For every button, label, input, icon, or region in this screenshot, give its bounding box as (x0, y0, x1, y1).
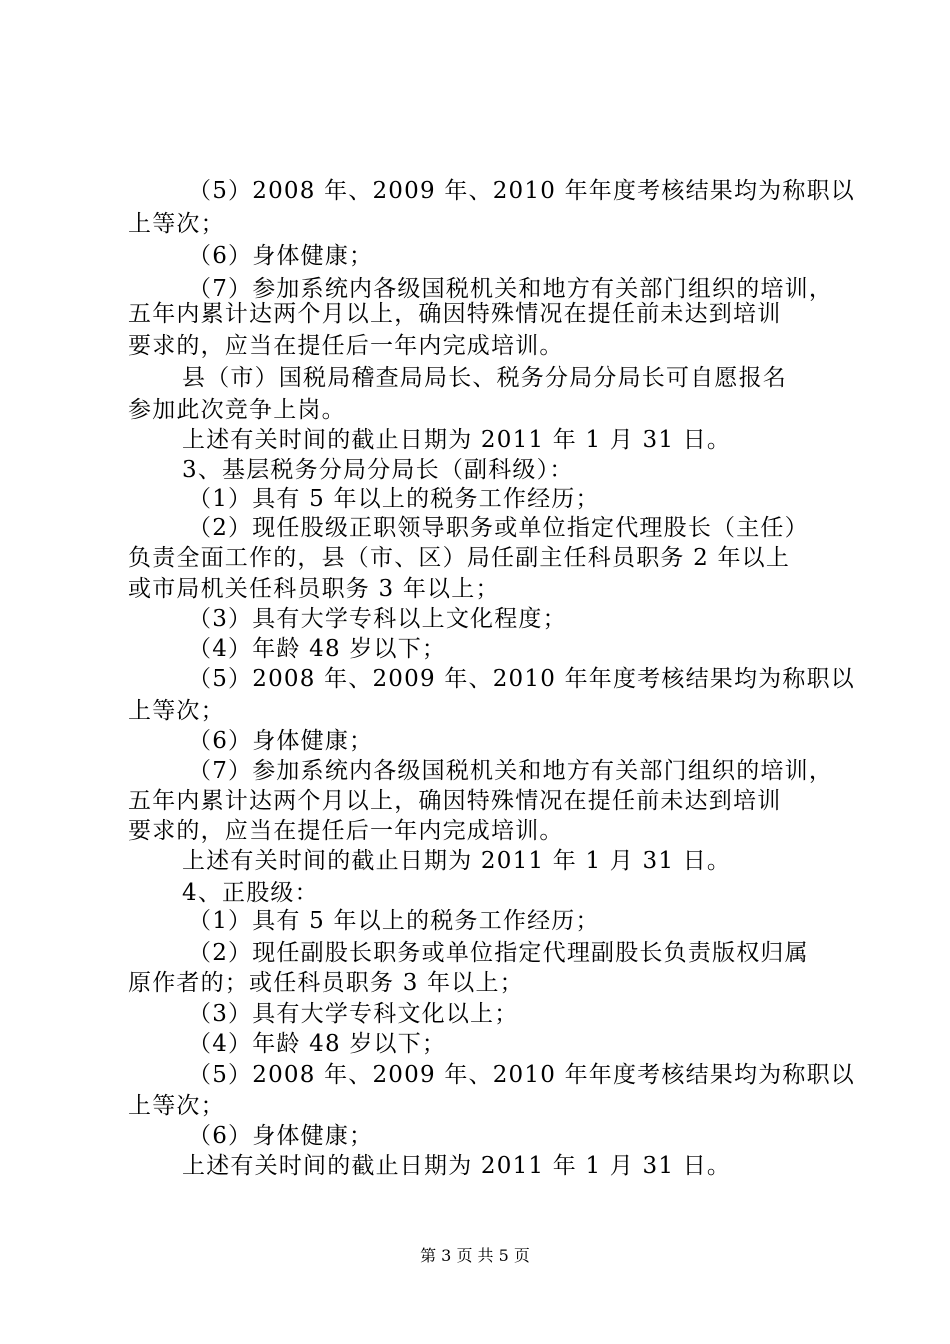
text-line: （6）身体健康； (188, 1123, 374, 1149)
text-line: 上等次； (128, 211, 225, 237)
section-heading: 4、正股级： (182, 880, 319, 906)
text-line: （7）参加系统内各级国税机关和地方有关部门组织的培训， (188, 758, 834, 784)
text-line: 参加此次竞争上岗。 (128, 397, 346, 423)
text-line: （4）年龄 48 岁以下； (188, 636, 447, 662)
text-line: 上等次； (128, 1093, 225, 1119)
text-line: （3）具有大学专科文化以上； (188, 1001, 519, 1027)
text-line: 上述有关时间的截止日期为 2011 年 1 月 31 日。 (182, 1153, 732, 1179)
section-heading: 3、基层税务分局分局长（副科级）： (182, 457, 574, 483)
text-line: 或市局机关任科员职务 3 年以上； (128, 576, 500, 602)
text-line: （5）2008 年、2009 年、2010 年年度考核结果均为称职以 (188, 178, 855, 204)
text-line: 原作者的；或任科员职务 3 年以上； (128, 970, 524, 996)
text-line: （4）年龄 48 岁以下； (188, 1031, 447, 1057)
text-line: 五年内累计达两个月以上，确因特殊情况在提任前未达到培训 (128, 788, 782, 814)
text-line: （3）具有大学专科以上文化程度； (188, 606, 567, 632)
text-line: （7）参加系统内各级国税机关和地方有关部门组织的培训， (188, 276, 834, 302)
text-line: （5）2008 年、2009 年、2010 年年度考核结果均为称职以 (188, 1062, 855, 1088)
text-line: 县（市）国税局稽查局局长、税务分局分局长可自愿报名 (182, 365, 787, 391)
text-line: （5）2008 年、2009 年、2010 年年度考核结果均为称职以 (188, 666, 855, 692)
text-line: （2）现任副股长职务或单位指定代理副股长负责版权归属 (188, 940, 809, 966)
text-line: 五年内累计达两个月以上，确因特殊情况在提任前未达到培训 (128, 301, 782, 327)
text-line: 上述有关时间的截止日期为 2011 年 1 月 31 日。 (182, 427, 732, 453)
text-line: 上述有关时间的截止日期为 2011 年 1 月 31 日。 (182, 848, 732, 874)
text-line: （6）身体健康； (188, 728, 374, 754)
text-line: （2）现任股级正职领导职务或单位指定代理股长（主任） (188, 515, 809, 541)
text-line: （6）身体健康； (188, 243, 374, 269)
text-line: 上等次； (128, 698, 225, 724)
text-line: （1）具有 5 年以上的税务工作经历； (188, 908, 600, 934)
page-number: 第 3 页 共 5 页 (420, 1246, 530, 1265)
text-line: 要求的，应当在提任后一年内完成培训。 (128, 333, 564, 359)
text-line: 要求的，应当在提任后一年内完成培训。 (128, 818, 564, 844)
text-line: 负责全面工作的，县（市、区）局任副主任科员职务 2 年以上 (128, 545, 791, 571)
text-line: （1）具有 5 年以上的税务工作经历； (188, 486, 600, 512)
